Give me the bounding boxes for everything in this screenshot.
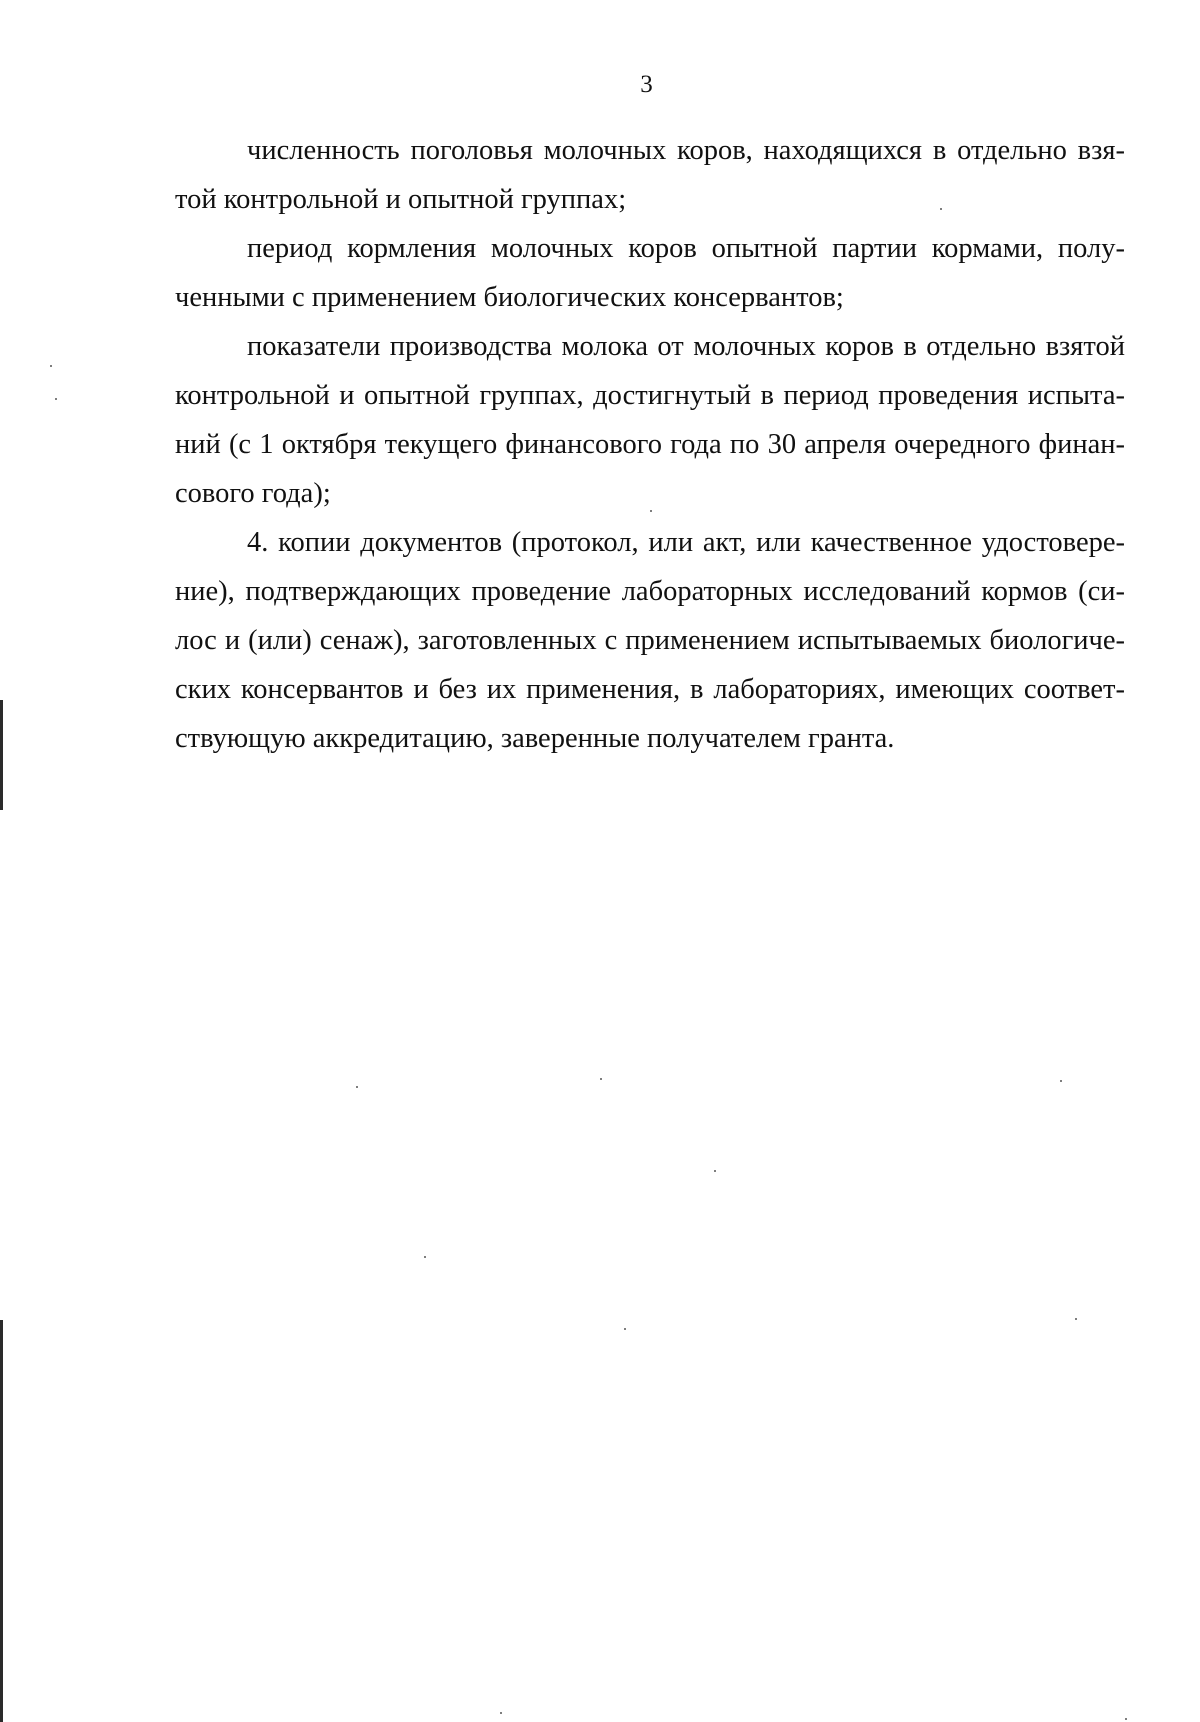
scan-speck (1125, 1718, 1127, 1720)
text-line: численность поголовья молочных коров, находящихся в отдельно взя- (247, 135, 1125, 166)
text-line: ченными с применением биологических консервантов; (175, 282, 844, 313)
text-line: ние), подтверждающих проведение лабораторных исследований кормов (си- (175, 576, 1125, 607)
page-number: 3 (640, 71, 653, 98)
scan-speck (50, 365, 52, 367)
text-line: той контрольной и опытной группах; (175, 184, 627, 215)
text-line: показатели производства молока от молочных коров в отдельно взятой (247, 331, 1125, 362)
text-line: ний (с 1 октября текущего финансового года по 30 апреля очередного финан- (175, 429, 1125, 460)
scan-speck (1075, 1318, 1077, 1320)
text-line: ствующую аккредитацию, заверенные получателем гранта. (175, 723, 895, 754)
scan-speck (600, 1078, 602, 1080)
scan-edge-mark (0, 1320, 3, 1722)
paragraph-herd-count (175, 126, 1125, 224)
text-line: контрольной и опытной группах, достигнутый в период проведения испыта- (175, 380, 1125, 411)
text-line: сового года); (175, 478, 331, 509)
text-line: 4. копии документов (протокол, или акт, или качественное удостовере- (247, 527, 1125, 558)
document-body (175, 126, 1125, 763)
scan-speck (714, 1170, 716, 1172)
text-line: лос и (или) сенаж), заготовленных с применением испытываемых биологиче- (175, 625, 1125, 656)
text-line: ских консервантов и без их применения, в лабораториях, имеющих соответ- (175, 674, 1125, 705)
scan-speck (424, 1256, 426, 1258)
scan-speck (55, 398, 57, 400)
scan-speck (1060, 1080, 1062, 1082)
paragraph-milk-indicators (175, 322, 1125, 518)
scan-speck (356, 1086, 358, 1088)
scan-edge-mark (0, 700, 3, 810)
scan-speck (624, 1328, 626, 1330)
scan-speck (500, 1712, 502, 1714)
paragraph-lab-documents (175, 518, 1125, 763)
text-line: период кормления молочных коров опытной партии кормами, полу- (247, 233, 1125, 264)
paragraph-feeding-period (175, 224, 1125, 322)
